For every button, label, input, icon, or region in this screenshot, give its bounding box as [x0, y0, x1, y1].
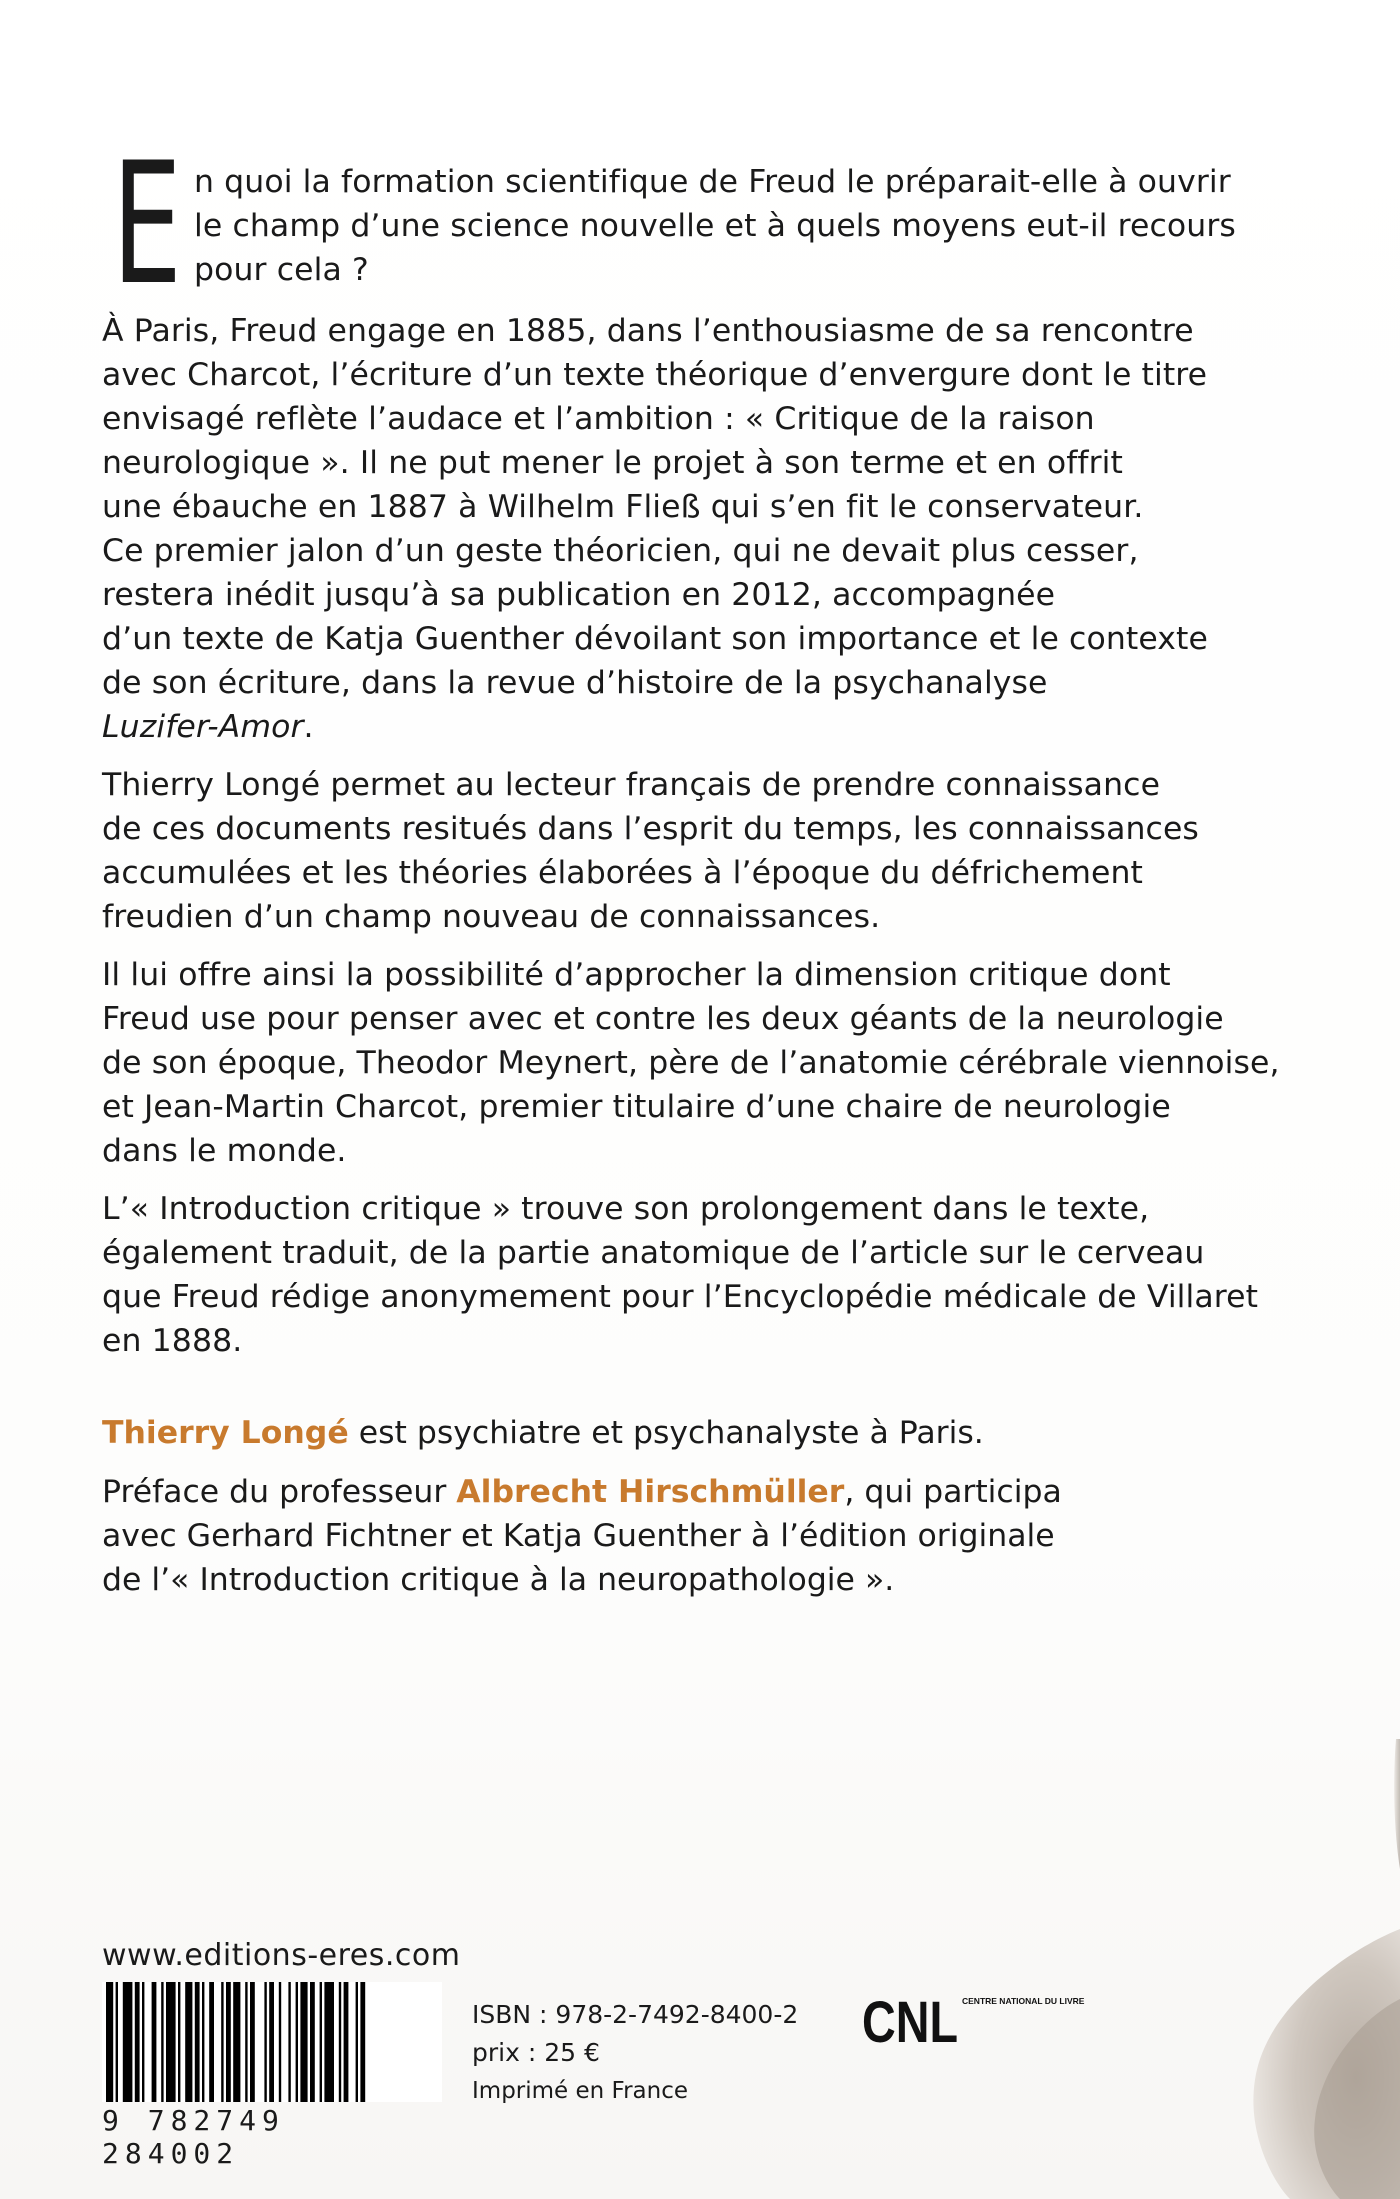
- blurb: [102, 126, 1302, 1363]
- barcode-bar: [185, 1982, 192, 2102]
- barcode-bar: [166, 1982, 176, 2102]
- barcode-bar: [264, 1982, 266, 2102]
- barcode-bar: [344, 1982, 349, 2102]
- lead-line-3: pour cela ?: [194, 252, 369, 288]
- barcode-bar: [356, 1982, 358, 2102]
- preface-line-2: avec Gerhard Fichtner et Katja Guenther à l’édition originale: [102, 1518, 1055, 1554]
- preface-line-1: [102, 1470, 1062, 1514]
- barcode-bar: [339, 1982, 341, 2102]
- preface-line-3: de l’« Introduction critique à la neuropathologie ».: [102, 1562, 895, 1598]
- drop-cap-text: E: [112, 126, 182, 322]
- publication-info: [472, 1996, 798, 2110]
- barcode-bar: [250, 1982, 255, 2102]
- barcode-bar: [310, 1982, 315, 2102]
- barcode-bar: [245, 1982, 247, 2102]
- barcode-bar: [324, 1982, 334, 2102]
- drop-cap-letter: [112, 126, 182, 322]
- paragraph-4: L’« Introduction critique » trouve son prolongement dans le texte, également traduit, de la partie anatomique de l’article sur le cerveau que Freud rédige anonymement pour l’Encyclopédie médicale de Villaret en 1888.: [102, 1191, 1259, 1359]
- barcode-bar: [320, 1982, 322, 2102]
- preface-line-1-end: , qui participa: [844, 1474, 1062, 1510]
- barcode-bar: [106, 1982, 113, 2102]
- barcode-bar: [123, 1982, 133, 2102]
- barcode-bar: [116, 1982, 118, 2102]
- preface-note: [102, 1470, 1062, 1602]
- barcode-bar: [279, 1982, 281, 2102]
- author-bio-text: est psychiatre et psychanalyste à Paris.: [348, 1415, 984, 1451]
- lead-line-1: n quoi la formation scientifique de Freud le préparait-elle à ouvrir: [194, 164, 1231, 200]
- stone-illustration: [1200, 1699, 1400, 2199]
- cnl-logo-caption: CENTRE NATIONAL DU LIVRE: [962, 1996, 1085, 2006]
- paragraph-1-text: À Paris, Freud engage en 1885, dans l’enthousiasme de sa rencontre avec Charcot, l’écriture d’un texte théorique d’envergure dont le titre envisagé reflète l’audace et l’ambition : « Critique de la raison neurologique ». Il ne put mener le projet à son terme et en offrit une ébauche en 1887 à Wilhelm Fließ qui s’en fit le conservateur. Ce premier jalon d’un geste théoricien, qui ne devait plus cesser, restera inédit jusqu’à sa publication en 2012, accompagnée d’un texte de Katja Guenther dévoilant son importance et le contexte de son écriture, dans la revue d’histoire de la psychanalyse: [102, 313, 1208, 701]
- barcode-bar: [288, 1982, 290, 2102]
- isbn: ISBN : 978-2-7492-8400-2: [472, 2000, 799, 2029]
- barcode: [102, 1982, 442, 2102]
- barcode-bar: [300, 1982, 307, 2102]
- paragraph-3: Il lui offre ainsi la possibilité d’approcher la dimension critique dont Freud use pour penser avec et contre les deux géants de la neurologie de son époque, Theodor Meynert, père de l’anatomie cérébrale viennoise, et Jean-Martin Charcot, premier titulaire d’une chaire de neurologie dans le monde.: [102, 957, 1280, 1169]
- barcode-bar: [360, 1982, 365, 2102]
- barcode-digits: 9 782749 284002: [102, 2104, 285, 2170]
- publisher-website: www.editions-eres.com: [102, 1938, 461, 1973]
- printed-in: Imprimé en France: [472, 2078, 689, 2104]
- barcode-bar: [233, 1982, 240, 2102]
- paragraph-1-end: .: [303, 709, 314, 745]
- paragraph-2: Thierry Longé permet au lecteur français de prendre connaissance de ces documents resitués dans l’esprit du temps, les connaissances accumulées et les théories élaborées à l’époque du défrichement freudien d’un champ nouveau de connaissances.: [102, 767, 1199, 935]
- journal-title: Luzifer-Amor: [102, 709, 304, 745]
- barcode-bar: [202, 1982, 204, 2102]
- cnl-logo: [862, 1980, 1085, 2055]
- barcode-bar: [209, 1982, 214, 2102]
- preface-author-name: Albrecht Hirschmüller: [456, 1474, 845, 1510]
- barcode-bar: [161, 1982, 163, 2102]
- author-name: Thierry Longé: [102, 1415, 349, 1451]
- barcode-bar: [269, 1982, 274, 2102]
- lead-paragraph: [102, 126, 1302, 322]
- barcode-bar: [152, 1982, 157, 2102]
- preface-line-1-start: Préface du professeur: [102, 1474, 457, 1510]
- lead-line-2: le champ d’une science nouvelle et à quels moyens eut-il recours: [194, 208, 1236, 244]
- author-bio: [102, 1411, 984, 1455]
- barcode-bar: [221, 1982, 223, 2102]
- cnl-logo-letters: CNL: [862, 1990, 958, 2055]
- barcode-bar: [178, 1982, 180, 2102]
- barcode-bar: [226, 1982, 231, 2102]
- barcode-bar: [135, 1982, 140, 2102]
- paragraph-1: [102, 309, 1302, 749]
- price: prix : 25 €: [472, 2038, 600, 2067]
- barcode-bar: [142, 1982, 144, 2102]
- barcode-bar: [296, 1982, 298, 2102]
- barcode-bar: [195, 1982, 200, 2102]
